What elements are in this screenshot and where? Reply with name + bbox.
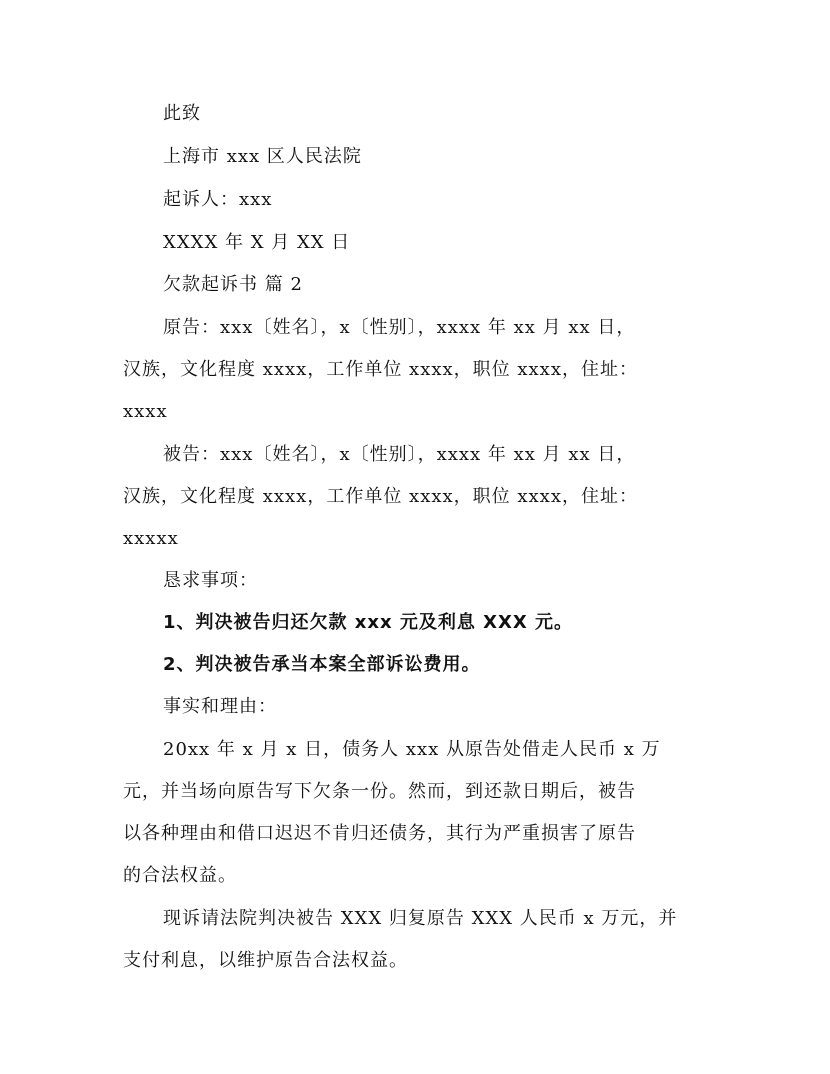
defendant-line-2: 汉族，文化程度 xxxx，工作单位 xxxx，职位 xxxx，住址： xyxy=(123,486,638,507)
request-line-2: 支付利息，以维护原告合法权益。 xyxy=(123,950,408,971)
plaintiff-signature: 起诉人：xxx xyxy=(163,189,273,210)
plaintiff-line-3: xxxx xyxy=(123,401,168,422)
claim-item-2: 2、判决被告承当本案全部诉讼费用。 xyxy=(163,654,481,675)
claims-heading: 恳求事项： xyxy=(163,570,258,591)
plaintiff-line-2: 汉族，文化程度 xxxx，工作单位 xxxx，职位 xxxx，住址： xyxy=(123,359,638,380)
defendant-line-3: xxxxx xyxy=(123,528,179,549)
signature-date: XXXX 年 X 月 XX 日 xyxy=(163,232,351,253)
facts-line-4: 的合法权益。 xyxy=(123,865,237,886)
court-name: 上海市 xxx 区人民法院 xyxy=(163,146,362,167)
request-line-1: 现诉请法院判决被告 XXX 归复原告 XXX 人民币 x 万元，并 xyxy=(163,908,678,929)
plaintiff-line-1: 原告：xxx〔姓名〕，x〔性别〕，xxxx 年 xx 月 xx 日， xyxy=(163,317,636,338)
facts-line-1: 20xx 年 x 月 x 日，债务人 xxx 从原告处借走人民币 x 万 xyxy=(163,739,661,760)
facts-heading: 事实和理由： xyxy=(163,696,277,717)
defendant-line-1: 被告：xxx〔姓名〕，x〔性别〕，xxxx 年 xx 月 xx 日， xyxy=(163,444,636,465)
facts-line-3: 以各种理由和借口迟迟不肯归还债务，其行为严重损害了原告 xyxy=(123,823,636,844)
section-heading: 欠款起诉书 篇 2 xyxy=(163,274,303,295)
facts-line-2: 元，并当场向原告写下欠条一份。然而，到还款日期后，被告 xyxy=(123,781,636,802)
claim-item-1: 1、判决被告归还欠款 xxx 元及利息 XXX 元。 xyxy=(163,612,574,633)
closing-salutation: 此致 xyxy=(163,103,201,124)
